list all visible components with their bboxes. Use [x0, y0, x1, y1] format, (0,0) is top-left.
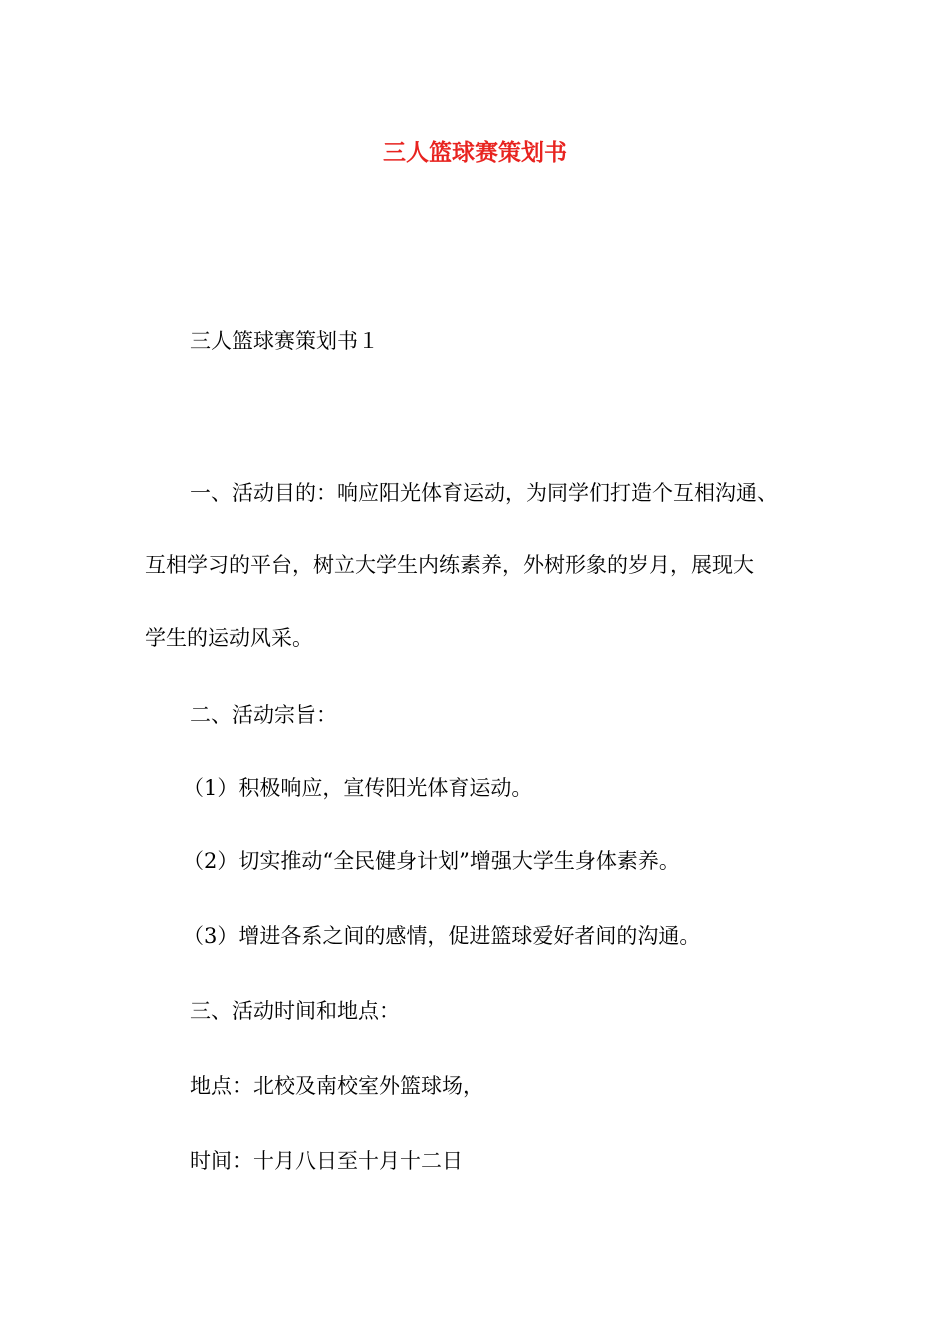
- section-heading: 三人篮球赛策划书１: [190, 329, 379, 353]
- paragraph-line: 二、活动宗旨：: [190, 703, 337, 727]
- paragraph-line: 三、活动时间和地点：: [190, 999, 400, 1023]
- paragraph-line: 时间：十月八日至十月十二日: [190, 1149, 463, 1173]
- paragraph-line: （3）增进各系之间的感情，促进篮球爱好者间的沟通。: [183, 924, 701, 948]
- paragraph-line: （1）积极响应，宣传阳光体育运动。: [183, 776, 533, 800]
- paragraph-line: 一、活动目的：响应阳光体育运动，为同学们打造个互相沟通、: [190, 481, 778, 505]
- paragraph-line: 互相学习的平台，树立大学生内练素养，外树形象的岁月，展现大: [145, 553, 754, 577]
- paragraph-line: （2）切实推动“全民健身计划”增强大学生身体素养。: [183, 849, 680, 873]
- document-title: 三人篮球赛策划书: [383, 139, 567, 166]
- paragraph-line: 学生的运动风采。: [145, 626, 313, 650]
- paragraph-line: 地点：北校及南校室外篮球场，: [190, 1074, 484, 1098]
